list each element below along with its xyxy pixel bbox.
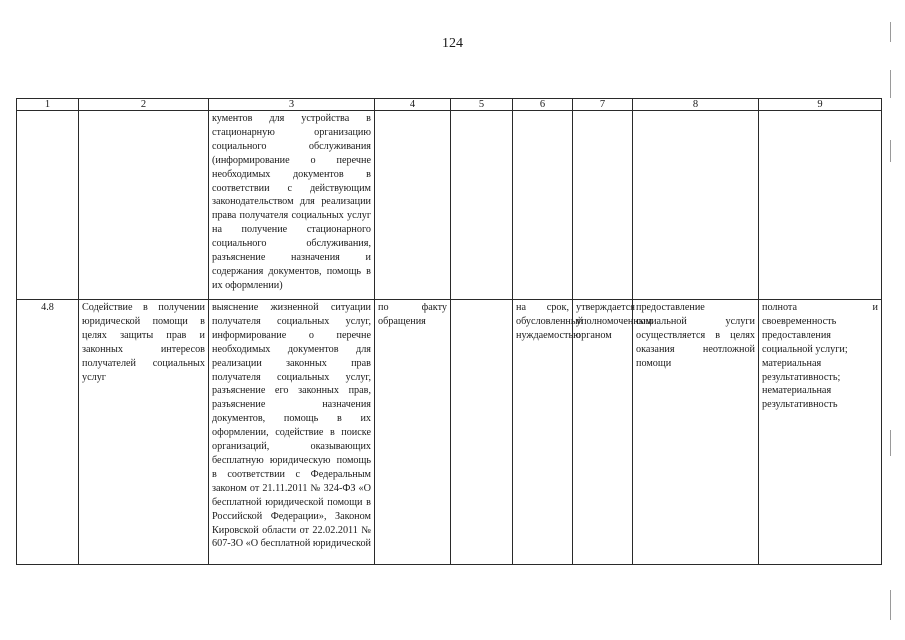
approval-cell: утверждается уполномоченным органом bbox=[573, 300, 633, 565]
margin-tick bbox=[890, 22, 891, 42]
column-header: 2 bbox=[79, 99, 209, 111]
column-header: 5 bbox=[451, 99, 513, 111]
column-header: 1 bbox=[17, 99, 79, 111]
table-row bbox=[17, 300, 882, 565]
conditions-cell bbox=[633, 111, 759, 300]
quality-indicators-cell bbox=[759, 111, 882, 300]
service-name-cell: Содействие в получении юридической помощи в целях защиты прав и законных интересов получателей социальных услуг bbox=[79, 300, 209, 565]
approval-cell bbox=[573, 111, 633, 300]
quality-indicator: материальная результативность; bbox=[762, 357, 841, 383]
row-number-cell: 4.8 bbox=[17, 300, 79, 565]
quality-indicator: нематериальная результативность bbox=[762, 385, 838, 411]
margin-tick bbox=[890, 140, 891, 162]
column-header: 6 bbox=[513, 99, 573, 111]
service-name-cell bbox=[79, 111, 209, 300]
margin-tick bbox=[890, 590, 891, 620]
row-number-cell bbox=[17, 111, 79, 300]
quality-indicator: полнота и своевременность предоставления социальной услуги; bbox=[762, 302, 878, 355]
service-description-cell: кументов для устройства в стационарную организацию социального обслуживания (информирование о перечне необходимых документов в соответствии с действующим законодательством для реализации права получателя социальных услуг на получение стационарного социального обслуживания, разъяснение назначения и содержания документов, помощь в их оформлении) bbox=[209, 111, 375, 300]
quality-indicators-cell bbox=[759, 300, 882, 565]
conditions-cell: предоставление социальной услуги осуществляется в целях оказания неотложной помощи bbox=[633, 300, 759, 565]
frequency-cell bbox=[375, 111, 451, 300]
column-header: 4 bbox=[375, 99, 451, 111]
column-5-cell bbox=[451, 300, 513, 565]
frequency-cell: по факту обращения bbox=[375, 300, 451, 565]
header-row bbox=[17, 99, 882, 111]
page-number: 124 bbox=[442, 36, 463, 51]
table-row bbox=[17, 111, 882, 300]
column-5-cell bbox=[451, 111, 513, 300]
duration-cell: на срок, обусловленный нуждаемостью bbox=[513, 300, 573, 565]
column-header: 8 bbox=[633, 99, 759, 111]
margin-tick bbox=[890, 430, 891, 456]
margin-tick bbox=[890, 70, 891, 98]
services-table bbox=[16, 98, 882, 565]
duration-cell bbox=[513, 111, 573, 300]
service-description-cell: выяснение жизненной ситуации получателя социальных услуг, информирование о перечне необходимых документов для реализации законных прав получателя социальных услуг, разъяснение его законных прав, разъяснение назначения документов, помощь в их оформлении, содействие в поиске организаций, оказывающих бесплатную юридическую помощь в соответствии с Федеральным законом от 21.11.2011 № 324-ФЗ «О бесплатной юридической помощи в Российской Федерации», Законом Кировской области от 22.02.2011 № 607-ЗО «О бесплатной юридической bbox=[209, 300, 375, 565]
column-header: 9 bbox=[759, 99, 882, 111]
column-header: 7 bbox=[573, 99, 633, 111]
column-header: 3 bbox=[209, 99, 375, 111]
